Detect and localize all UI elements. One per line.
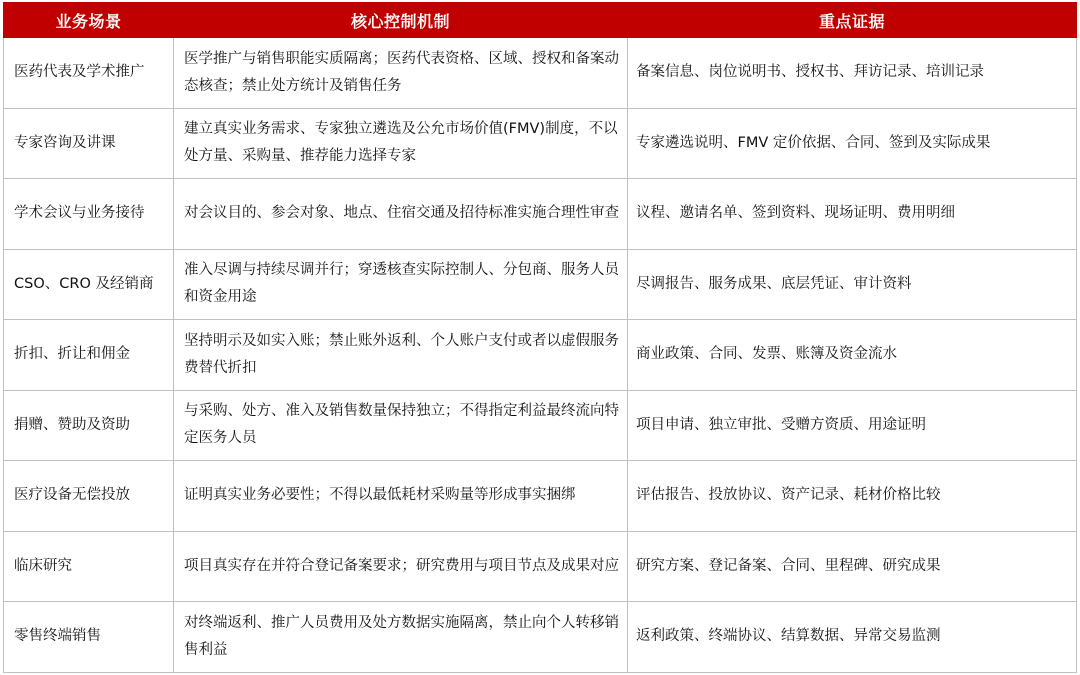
evidence-cell: 尽调报告、服务成果、底层凭证、审计资料: [628, 249, 1077, 320]
mechanism-cell: 坚持明示及如实入账；禁止账外返利、个人账户支付或者以虚假服务费替代折扣: [174, 320, 628, 391]
table-row: [4, 531, 1077, 602]
scene-cell: 医疗设备无偿投放: [4, 461, 174, 532]
table-row: [4, 320, 1077, 391]
table-row: [4, 461, 1077, 532]
header-business-scene: 业务场景: [4, 3, 174, 38]
mechanism-cell: 证明真实业务必要性；不得以最低耗材采购量等形成事实捆绑: [174, 461, 628, 532]
table-row: [4, 602, 1077, 673]
scene-cell: 专家咨询及讲课: [4, 108, 174, 179]
table-row: [4, 390, 1077, 461]
mechanism-cell: 对终端返利、推广人员费用及处方数据实施隔离，禁止向个人转移销售利益: [174, 602, 628, 673]
header-core-control: 核心控制机制: [174, 3, 628, 38]
mechanism-cell: 建立真实业务需求、专家独立遴选及公允市场价值(FMV)制度，不以处方量、采购量、推荐能力选择专家: [174, 108, 628, 179]
mechanism-cell: 项目真实存在并符合登记备案要求；研究费用与项目节点及成果对应: [174, 531, 628, 602]
mechanism-cell: 准入尽调与持续尽调并行；穿透核查实际控制人、分包商、服务人员和资金用途: [174, 249, 628, 320]
scene-cell: 零售终端销售: [4, 602, 174, 673]
table-header-row: [4, 3, 1077, 38]
evidence-cell: 备案信息、岗位说明书、授权书、拜访记录、培训记录: [628, 38, 1077, 109]
mechanism-cell: 与采购、处方、准入及销售数量保持独立；不得指定利益最终流向特定医务人员: [174, 390, 628, 461]
evidence-cell: 评估报告、投放协议、资产记录、耗材价格比较: [628, 461, 1077, 532]
scene-cell: 学术会议与业务接待: [4, 179, 174, 250]
mechanism-cell: 对会议目的、参会对象、地点、住宿交通及招待标准实施合理性审查: [174, 179, 628, 250]
compliance-table: [3, 2, 1077, 673]
scene-cell: 折扣、折让和佣金: [4, 320, 174, 391]
table-row: [4, 38, 1077, 109]
evidence-cell: 研究方案、登记备案、合同、里程碑、研究成果: [628, 531, 1077, 602]
mechanism-cell: 医学推广与销售职能实质隔离；医药代表资格、区域、授权和备案动态核查；禁止处方统计及销售任务: [174, 38, 628, 109]
evidence-cell: 议程、邀请名单、签到资料、现场证明、费用明细: [628, 179, 1077, 250]
scene-cell: 捐赠、赞助及资助: [4, 390, 174, 461]
table-row: [4, 179, 1077, 250]
scene-cell: CSO、CRO 及经销商: [4, 249, 174, 320]
header-key-evidence: 重点证据: [628, 3, 1077, 38]
table-row: [4, 249, 1077, 320]
scene-cell: 医药代表及学术推广: [4, 38, 174, 109]
scene-cell: 临床研究: [4, 531, 174, 602]
evidence-cell: 项目申请、独立审批、受赠方资质、用途证明: [628, 390, 1077, 461]
evidence-cell: 商业政策、合同、发票、账簿及资金流水: [628, 320, 1077, 391]
evidence-cell: 专家遴选说明、FMV 定价依据、合同、签到及实际成果: [628, 108, 1077, 179]
evidence-cell: 返利政策、终端协议、结算数据、异常交易监测: [628, 602, 1077, 673]
table-row: [4, 108, 1077, 179]
compliance-table-container: [3, 2, 1076, 673]
